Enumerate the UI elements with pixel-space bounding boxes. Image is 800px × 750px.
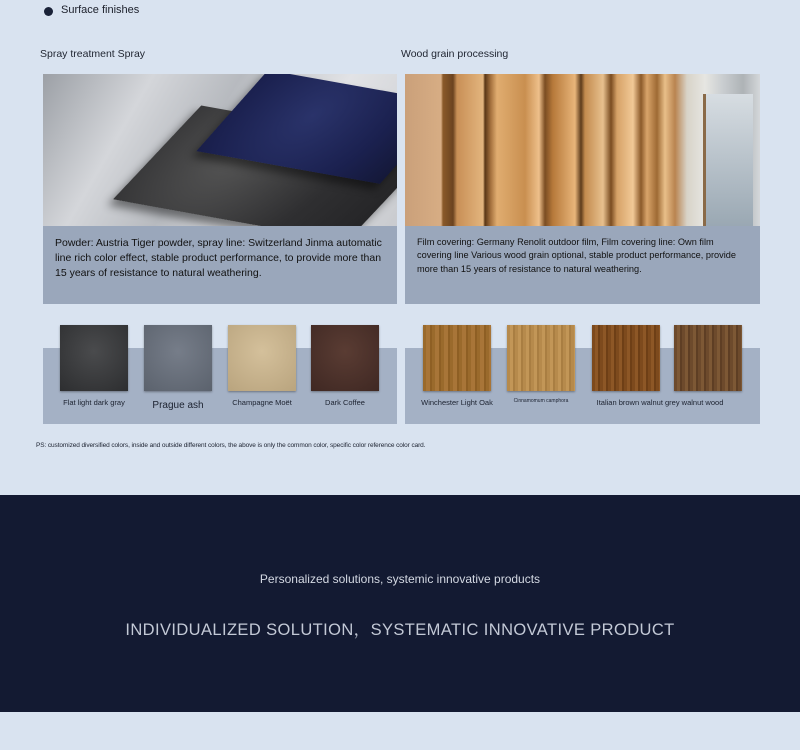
swatch-label: Cinnamomum camphora bbox=[513, 398, 569, 404]
banner-headline: INDIVIDUALIZED SOLUTION，SYSTEMATIC INNOVATIVE PRODUCT bbox=[125, 621, 675, 639]
swatch-flat-light-dark-gray bbox=[60, 325, 128, 391]
swatch-label: Flat light dark gray bbox=[63, 398, 125, 407]
bullet-icon bbox=[44, 7, 53, 16]
swatch-champagne-moet bbox=[228, 325, 296, 391]
section-header bbox=[44, 3, 139, 16]
swatch-label: Champagne Moët bbox=[232, 398, 292, 407]
swatch-italian-brown-walnut bbox=[592, 325, 660, 391]
swatch-label: Prague ash bbox=[152, 400, 204, 411]
swatch-grey-walnut bbox=[674, 325, 742, 391]
color-note: PS: customized diversified colors, inside and outside different colors, the above is only the common color, specific color reference color card. bbox=[36, 442, 426, 449]
swatch-cinnamomum-camphora bbox=[507, 325, 575, 391]
swatch-label: Dark Coffee bbox=[325, 398, 365, 407]
section-title: Surface finishes bbox=[61, 3, 140, 16]
spray-label: Spray treatment Spray bbox=[40, 48, 146, 60]
swatch-prague-ash bbox=[144, 325, 212, 391]
glass-door bbox=[703, 94, 753, 226]
dark-banner bbox=[0, 495, 800, 712]
wood-description: Film covering: Germany Renolit outdoor film, Film covering line: Own film covering line Various wood grain optional, stable product performance, provide more than 15 years of resistance to natural weathering. bbox=[405, 226, 760, 304]
wood-label: Wood grain processing bbox=[401, 48, 509, 60]
bottom-strip bbox=[0, 712, 800, 750]
swatch-label: Italian brown walnut grey walnut wood bbox=[596, 398, 724, 407]
spray-panels-photo bbox=[43, 74, 397, 226]
wood-grain-photo bbox=[405, 74, 760, 226]
banner-tagline: Personalized solutions, systemic innovative products bbox=[259, 572, 541, 586]
swatch-dark-coffee bbox=[311, 325, 379, 391]
swatch-label: Winchester Light Oak bbox=[421, 398, 493, 407]
spray-description: Powder: Austria Tiger powder, spray line: Switzerland Jinma automatic line rich color effect, stable product performance, to provide more than 15 years of resistance to natural weathering. bbox=[43, 226, 397, 304]
swatch-winchester-light-oak bbox=[423, 325, 491, 391]
